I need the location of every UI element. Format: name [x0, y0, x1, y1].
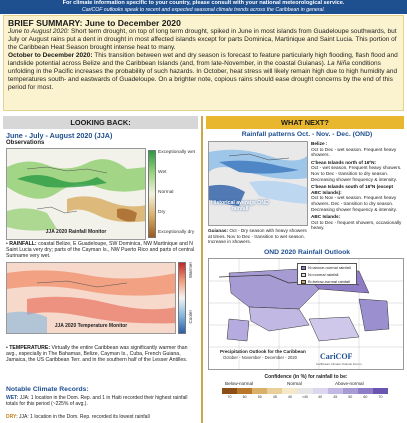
summary-p2-lead: October to December 2020: [8, 52, 93, 59]
dry-record [6, 414, 198, 420]
conf-swatch-2 [237, 388, 252, 394]
dry-text: JJA: 1 location in the Dom. Rep. recorded its lowest rainfall [17, 414, 150, 420]
note-abc [311, 214, 404, 231]
conf-swatch-6 [297, 388, 312, 394]
legend-dry: Dry [158, 210, 166, 215]
brief-summary-box [3, 15, 404, 111]
confidence-title: Confidence (in %) for rainfall to be: [264, 374, 348, 380]
conf-swatch-3 [252, 388, 267, 394]
summary-p2-text-a: This transition between wet and dry season is forecast to feature particularly high flooding, flash flood and landslide potential across Belize and the Caribbean Islands (and, from late-November, in the coastal Guianas). [8, 52, 398, 67]
note-south-16 [311, 184, 404, 212]
conf-num: 60 [363, 395, 368, 399]
temperature-monitor-map [6, 262, 176, 334]
legend-warmer: Warmer [188, 262, 193, 279]
legend-normal: Normal [158, 190, 174, 195]
conf-num: 70 [378, 395, 383, 399]
note-abc-text: Oct to Dec - frequent showers, occasionally heavy. [311, 219, 402, 231]
conf-swatch-1 [222, 388, 237, 394]
note-north-title: C'bean Islands north of 16ºN: [311, 159, 377, 165]
top-banner [0, 0, 407, 14]
summary-p1-lead: June to August 2020: [8, 28, 70, 35]
outlook-caption: Precipitation Outlook for the Caribbean [220, 349, 306, 354]
conf-num: 50 [348, 395, 353, 399]
conf-swatch-5 [282, 388, 297, 394]
banner-line-2: CariCOF outlooks speak to recent and expected seasonal climate trends across the Caribbean in general. [82, 7, 325, 13]
what-next-header: WHAT NEXT? [206, 116, 404, 129]
note-belize-title: Belize : [311, 141, 328, 146]
legend-exceptionally-wet: Exceptionally wet [158, 150, 196, 155]
what-next-subtitle: Rainfall patterns Oct. - Nov. - Dec. (OND) [241, 131, 373, 138]
rainfall-label: RAINFALL: [9, 241, 37, 247]
conf-swatch-10 [358, 388, 373, 394]
swatch-normal [301, 273, 306, 277]
wet-record [6, 395, 198, 407]
summary-p2-italic: La Niña [327, 60, 350, 67]
rainfall-text: coastal Belize, E Guadeloupe, SW Dominica, NW Martinique and N Saint Lucia very dry; parts of the Cayman Is., NW Puerto Rico and parts of central Suriname very wet. [6, 241, 194, 260]
regional-notes [311, 141, 404, 231]
prob-above [301, 265, 351, 271]
conf-swatch-7 [313, 388, 328, 394]
note-guianas [208, 228, 308, 245]
temperature-text: Virtually the entire Caribbean was significantly warmer than avg., especially in The Bahamas, Belize, Cayman Is., Cuba, French Guiana, Jamaica, the US Caribbean Terr. and in the southern half of the Lesser Antilles. [6, 345, 188, 364]
conf-head-below: Below-normal [225, 381, 254, 386]
temperature-bullet: • TEMPERATURE: Virtually the entire Caribbean was significantly warmer than avg., especially in The Bahamas, Belize, Cayman Is., Cuba, French Guiana, Jamaica, the US Caribbean Terr. and in the southern half of the Lesser Antilles. [6, 345, 188, 364]
banner-line-1: For climate information specific to your country, please consult with your national meteorological service. [62, 0, 345, 6]
prob-above-label: N=above-normal rainfall [308, 265, 351, 270]
caricof-logo: CariCOF [320, 352, 353, 361]
swatch-above [301, 266, 306, 270]
column-divider [201, 116, 203, 423]
note-north-text: Oct - wet season. Frequent heavy showers. Nov to Dec - transition to dry season. Decreasing shower frequency & intensity. [311, 165, 402, 182]
rainfall-monitor-map [6, 148, 146, 240]
conf-head-normal: Normal [287, 381, 302, 386]
confidence-color-bar [222, 388, 388, 394]
note-belize-text: Oct to Dec - wet season. Frequent heavy showers. [311, 146, 397, 158]
conf-num: >40 [301, 395, 309, 399]
prob-normal [301, 272, 338, 278]
outlook-title: OND 2020 Rainfall Outlook [263, 249, 351, 256]
confidence-numbers [222, 395, 388, 399]
prob-below-label: B=below-normal rainfall [308, 279, 350, 284]
guianas-text: Oct - Dry season with heavy showers at times. Nov to Dec - transition to wet season. Increase in showers. [208, 228, 307, 245]
conf-head-above: Above-normal [335, 381, 364, 386]
note-belize [311, 141, 404, 158]
note-south-title: C'bean Islands south of 16ºN (except ABC Islands): [311, 184, 394, 195]
historical-rainfall-map [208, 141, 308, 226]
summary-paragraph-1 [8, 28, 399, 52]
rainfall-map-graphic [7, 149, 146, 240]
conf-num: 45 [272, 395, 277, 399]
summary-p1-text: Short term drought, on top of long term drought, spiked in June in most islands from Guadeloupe southwards, but July or August rains put a dent in drought in most affected islands except for parts Dominica, Martinique and Saint Lucia. This portion of the Caribbean Heat Season brought intense heat to many. [8, 28, 397, 51]
rainfall-bullet: • RAINFALL: coastal Belize, E Guadeloupe, SW Dominica, NW Martinique and N Saint Lucia very dry; parts of the Cayman Is., NW Puerto Rico and parts of central Suriname very wet. [6, 241, 194, 260]
conf-num: 60 [242, 395, 247, 399]
prob-below [301, 279, 350, 285]
wet-text: JJA: 1 location in the Dom. Rep. and 1 in Haiti recorded their highest rainfall totals for this period (~225% of avg.). [6, 395, 188, 407]
rainfall-legend-bar [148, 150, 156, 238]
conf-num: 40 [318, 395, 323, 399]
note-south-text: Oct to Nov - wet season. Frequent heavy showers. Dec - transition to dry season. Decreasing shower frequency & intensity. [311, 195, 397, 212]
summary-title: BRIEF SUMMARY: June to December 2020 [8, 18, 181, 28]
temperature-legend-bar [178, 262, 186, 334]
legend-cooler: Cooler [188, 310, 193, 324]
rainfall-map-caption: JJA 2020 Rainfall Monitor [45, 229, 107, 235]
conf-swatch-9 [343, 388, 358, 394]
temperature-map-caption: JJA 2020 Temperature Monitor [54, 323, 128, 329]
caricof-logo-subtitle: Caribbean Climate Outlook Forum [316, 362, 362, 366]
legend-exceptionally-dry: Exceptionally dry [158, 230, 195, 235]
summary-p2-text-b: conditions unfolding in the Pacific increases the probability of such hazards. In October, heat stress will likely remain high due to high humidity and temperatures south- and eastwards of Guadeloupe. On a brighter note, copious rains should ease drought concerns by the end of this period for most. [8, 60, 398, 91]
swatch-below [301, 280, 306, 284]
probability-legend-box [297, 263, 357, 285]
wet-label: WET: [6, 395, 19, 401]
conf-swatch-4 [267, 388, 282, 394]
conf-swatch-8 [328, 388, 343, 394]
conf-num: 45 [333, 395, 338, 399]
temperature-label: TEMPERATURE: [9, 345, 51, 351]
notable-records-title: Notable Climate Records: [6, 386, 89, 393]
conf-num: 40 [287, 395, 292, 399]
observations-label: Observations [6, 140, 45, 146]
note-abc-title: ABC Islands: [311, 214, 341, 220]
conf-num: 70 [227, 395, 232, 399]
legend-wet: Wet [158, 170, 167, 175]
guianas-title: Guianas: [208, 228, 229, 233]
historical-map-graphic [209, 142, 308, 226]
prob-normal-label: N=normal rainfall [308, 272, 339, 277]
note-north-16 [311, 160, 404, 182]
looking-back-subtitle: June - July - August 2020 (JJA) [6, 131, 113, 140]
dry-label: DRY: [6, 414, 18, 420]
conf-num: 50 [257, 395, 262, 399]
outlook-subcaption: October - November - December - 2020 [223, 355, 298, 360]
looking-back-header: LOOKING BACK: [3, 116, 198, 129]
conf-swatch-11 [373, 388, 388, 394]
summary-paragraph-2 [8, 52, 399, 92]
historical-average-label: Historical average OND rainfall [211, 200, 269, 212]
